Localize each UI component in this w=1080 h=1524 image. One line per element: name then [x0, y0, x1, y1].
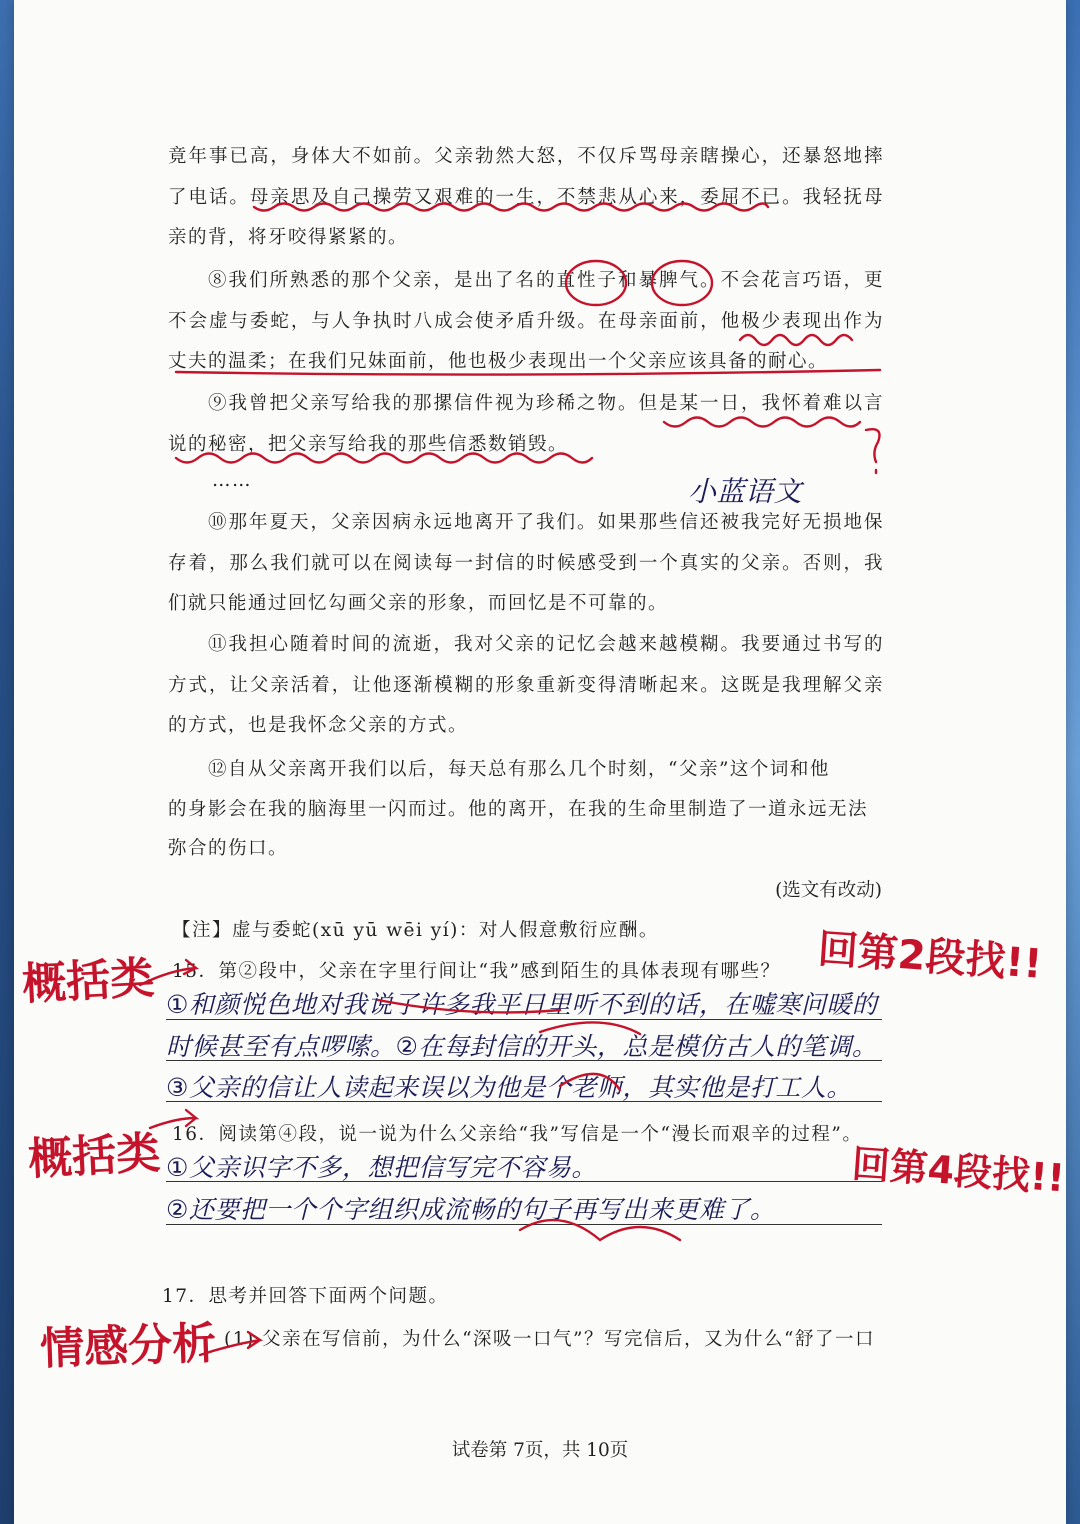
- answer-16-line-1: ①父亲识字不多，想把信写完不容易。: [166, 1153, 597, 1182]
- paragraph-12-line-2: 的身影会在我的脑海里一闪而过。他的离开，在我的生命里制造了一道永远无法: [168, 799, 869, 820]
- answer-rule: [166, 1101, 882, 1102]
- paragraph-10: ⑩那年夏天，父亲因病永远地离开了我们。如果那些信还被我完好无损地保存着，那么我们就可以在阅读每一封信的时候感受到一个真实的父亲。否则，我们就只能通过回忆勾画父亲的形象，而回忆是不可靠的。: [168, 512, 884, 614]
- paragraph-8: ⑧我们所熟悉的那个父亲，是出了名的直性子和暴脾气。不会花言巧语，更不会虚与委蛇，与人争执时八成会使矛盾升级。在母亲面前，他极少表现出作为丈夫的温柔；在我们兄妹面前，他也极少表现出一个父亲应该具备的耐心。: [168, 270, 884, 372]
- label-q17-type: 情感分析: [39, 1317, 217, 1376]
- question-15: 15．第②段中，父亲在字里行间让“我”感到陌生的具体表现有哪些？: [172, 961, 781, 982]
- answer-rule: [166, 1019, 882, 1020]
- paragraph-12-line-3: 弥合的伤口。: [168, 838, 289, 859]
- label-q15-type: 概括类: [20, 952, 156, 1011]
- paragraph-11: ⑪我担心随着时间的流逝，我对父亲的记忆会越来越模糊。我要通过书写的方式，让父亲活着，让他逐渐模糊的形象重新变得清晰起来。这既是我理解父亲的方式，也是我怀念父亲的方式。: [168, 634, 884, 736]
- paragraph-12-line-1: ⑫自从父亲离开我们以后，每天总有那么几个时刻，“父亲”这个词和他: [208, 759, 830, 780]
- question-17-part-1: (1) 父亲在写信前，为什么“深吸一口气”？写完信后，又为什么“舒了一口: [224, 1329, 875, 1350]
- answer-15-line-1: ①和颜悦色地对我说了许多我平日里听不到的话，在嘘寒问暖的: [166, 990, 878, 1019]
- source-note: (选文有改动): [775, 880, 882, 901]
- answer-rule: [166, 1181, 882, 1182]
- page-footer: 试卷第 7页，共 10页: [451, 1440, 629, 1461]
- paragraph-7-tail: 竟年事已高，身体大不如前。父亲勃然大怒，不仅斥骂母亲瞎操心，还暴怒地摔了电话。母亲思及自己操劳又艰难的一生，不禁悲从心来，委屈不已。我轻抚母亲的背，将牙咬得紧紧的。: [168, 146, 884, 248]
- answer-rule: [166, 1224, 882, 1225]
- ellipsis: ……: [212, 470, 252, 491]
- question-16: 16．阅读第④段，说一说为什么父亲给“我”写信是一个“漫长而艰辛的过程”。: [172, 1124, 863, 1145]
- hint-q15: 回第2段找!!: [816, 926, 1044, 988]
- annotation-note: 【注】虚与委蛇(xū yū wēi yí)：对人假意敷衍应酬。: [172, 920, 659, 941]
- watermark-handwritten: 小蓝语文: [688, 475, 803, 508]
- label-q16-type: 概括类: [26, 1127, 162, 1186]
- hint-q16: 回第4段找!!: [850, 1141, 1067, 1201]
- answer-rule: [166, 1060, 882, 1061]
- answer-15-line-3: ③父亲的信让人读起来误以为他是个老师，其实他是打工人。: [166, 1073, 852, 1102]
- question-17: 17．思考并回答下面两个问题。: [162, 1286, 449, 1307]
- paragraph-9: ⑨我曾把父亲写给我的那摞信件视为珍稀之物。但是某一日，我怀着难以言说的秘密，把父亲写给我的那些信悉数销毁。: [168, 393, 884, 455]
- answer-15-line-2: 时候甚至有点啰嗦。②在每封信的开头，总是模仿古人的笔调。: [166, 1032, 878, 1061]
- answer-16-line-2: ②还要把一个个字组织成流畅的句子再写出来更难了。: [166, 1195, 776, 1224]
